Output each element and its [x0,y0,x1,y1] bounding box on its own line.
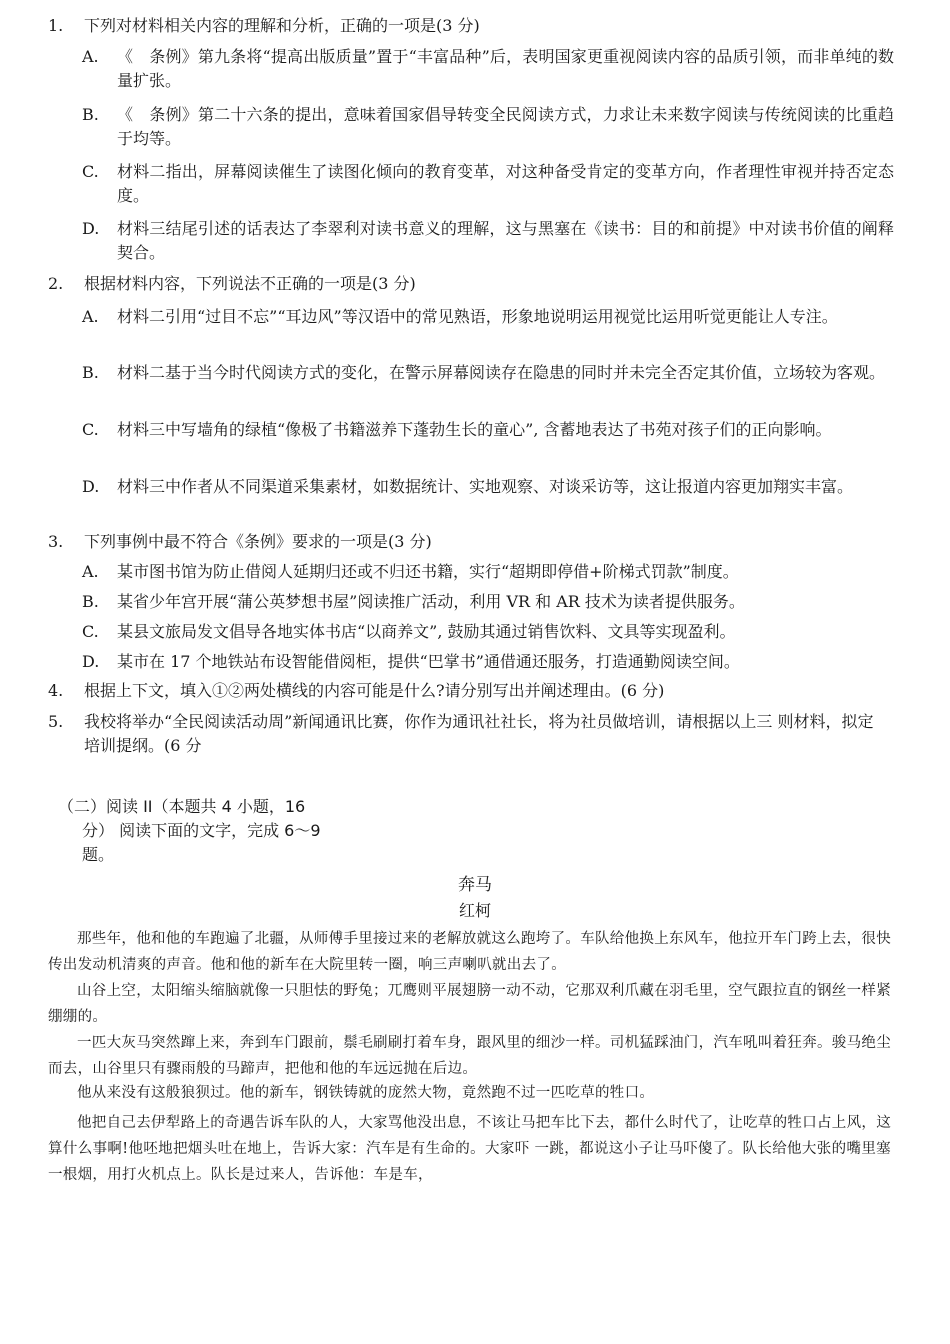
story-author: 红柯 [458,901,491,920]
option-label: D. [82,652,100,671]
question-stem: 下列对材料相关内容的理解和分析，正确的一项是(3 分) [84,16,480,35]
option-text: 《 条例》第二十六条的提出，意味着国家倡导转变全民阅读方式，力求让未来数字阅读与传统阅读的比重趋于均等。 [117,105,894,148]
section-2-header [58,795,358,867]
option-label: A. [82,307,99,326]
option-label: A. [82,562,99,581]
option-label: B. [82,105,99,124]
story-title: 奔马 [458,875,492,895]
question-stem: 下列事例中最不符合《条例》要求的一项是(3 分) [84,532,432,551]
story-paragraph-5: 他把自己去伊犁路上的奇遇告诉车队的人，大家骂他没出息，不该让马把车比下去，都什么时代了，让吃草的牲口占上风，这算什么事啊!他呸地把烟头吐在地上，告诉大家：汽车是有生命的。大家吓 一跳，都说这小子让马吓傻了。队长给他大张的嘴里塞 一根烟，用打火机点上。队长是过来人，告诉他：车是车， [48,1115,891,1183]
option-2d [82,475,894,499]
option-text: 某县文旅局发文倡导各地实体书店“以商养文”, 鼓励其通过销售饮料、文具等实现盈利。 [117,622,736,641]
option-text: 材料三中写墙角的绿植“像极了书籍滋养下蓬勃生长的童心”, 含蓄地表达了书苑对孩子们的正向影响。 [117,420,832,439]
option-2b [82,361,894,385]
option-1d [82,217,894,265]
option-label: A. [82,47,99,66]
option-label: C. [82,162,99,181]
option-label: B. [82,592,99,611]
question-stem: 根据上下文，填入①②两处横线的内容可能是什么?请分别写出并阐述理由。(6 分) [84,681,665,700]
question-3 [48,530,898,554]
option-1a [82,45,894,93]
option-label: B. [82,363,99,382]
question-number: 4. [48,681,64,700]
section-2-line-1: （二）阅读 II（本题共 4 小题，16 [58,797,306,816]
section-2-line-2: 分） 阅读下面的文字，完成 6～9 [82,821,321,840]
option-3d [82,650,894,674]
option-3a [82,560,894,584]
option-text: 某省少年宫开展“蒲公英梦想书屋”阅读推广活动，利用 VR 和 AR 技术为读者提供服务。 [117,592,745,611]
option-text: 某市在 17 个地铁站布设智能借阅柜，提供“巴掌书”通借通还服务，打造通勤阅读空间。 [117,652,740,671]
option-text: 材料二引用“过目不忘”“耳边风”等汉语中的常见熟语，形象地说明运用视觉比运用听觉更能让人专注。 [117,307,838,326]
question-5 [48,710,888,758]
question-number: 2. [48,274,64,293]
option-1c [82,160,894,208]
question-stem: 根据材料内容，下列说法不正确的一项是(3 分) [84,274,416,293]
question-4 [48,679,898,703]
option-text: 材料二基于当今时代阅读方式的变化，在警示屏幕阅读存在隐患的同时并未完全否定其价值，立场较为客观。 [117,363,886,382]
option-2c [82,418,894,442]
question-number: 5. [48,712,64,731]
option-2a [82,305,894,329]
question-2 [48,272,898,296]
question-stem: 我校将举办“全民阅读活动周”新闻通讯比赛，你作为通讯社社长，将为社员做培训，请根据以上三 则材料，拟定培训提纲。(6 分 [84,712,874,755]
story-paragraph-4: 他从来没有这般狼狈过。他的新车，钢铁铸就的庞然大物，竟然跑不过一匹吃草的牲口。 [77,1085,655,1101]
option-text: 材料二指出，屏幕阅读催生了读图化倾向的教育变革，对这种备受肯定的变革方向，作者理性审视并持否定态度。 [117,162,894,205]
option-label: C. [82,420,99,439]
option-label: D. [82,477,100,496]
story-paragraph-3: 一匹大灰马突然蹿上来，奔到车门跟前，鬃毛刷刷打着车身，跟风里的细沙一样。司机猛踩油门，汽车吼叫着狂奔。骏马绝尘而去，山谷里只有骤雨般的马蹄声，把他和他的车远远抛在后边。 [48,1035,891,1077]
section-2-line-3: 题。 [82,845,115,864]
option-text: 材料三中作者从不同渠道采集素材，如数据统计、实地观察、对谈采访等，这让报道内容更加翔实丰富。 [117,477,854,496]
option-label: D. [82,219,100,238]
option-3b [82,590,894,614]
option-text: 材料三结尾引述的话表达了李翠利对读书意义的理解，这与黑塞在《读书：目的和前提》中对读书价值的阐释契合。 [117,219,894,262]
option-1b [82,103,894,151]
question-number: 1. [48,16,64,35]
story-paragraph-2: 山谷上空，太阳缩头缩脑就像一只胆怯的野兔；兀鹰则平展翅膀一动不动，它那双利爪藏在羽毛里，空气跟拉直的钢丝一样紧绷绷的。 [48,983,891,1025]
story-paragraph-1: 那些年，他和他的车跑遍了北疆，从师傅手里接过来的老解放就这么跑垮了。车队给他换上东风车，他拉开车门跨上去，很快传出发动机清爽的声音。他和他的新车在大院里转一圈，响三声喇叭就出去了。 [48,931,891,973]
question-number: 3. [48,532,64,551]
option-text: 《 条例》第九条将“提高出版质量”置于“丰富品种”后，表明国家更重视阅读内容的品质引领，而非单纯的数量扩张。 [117,47,894,90]
option-text: 某市图书馆为防止借阅人延期归还或不归还书籍，实行“超期即停借+阶梯式罚款”制度。 [117,562,739,581]
question-1 [48,14,898,38]
option-label: C. [82,622,99,641]
option-3c [82,620,894,644]
